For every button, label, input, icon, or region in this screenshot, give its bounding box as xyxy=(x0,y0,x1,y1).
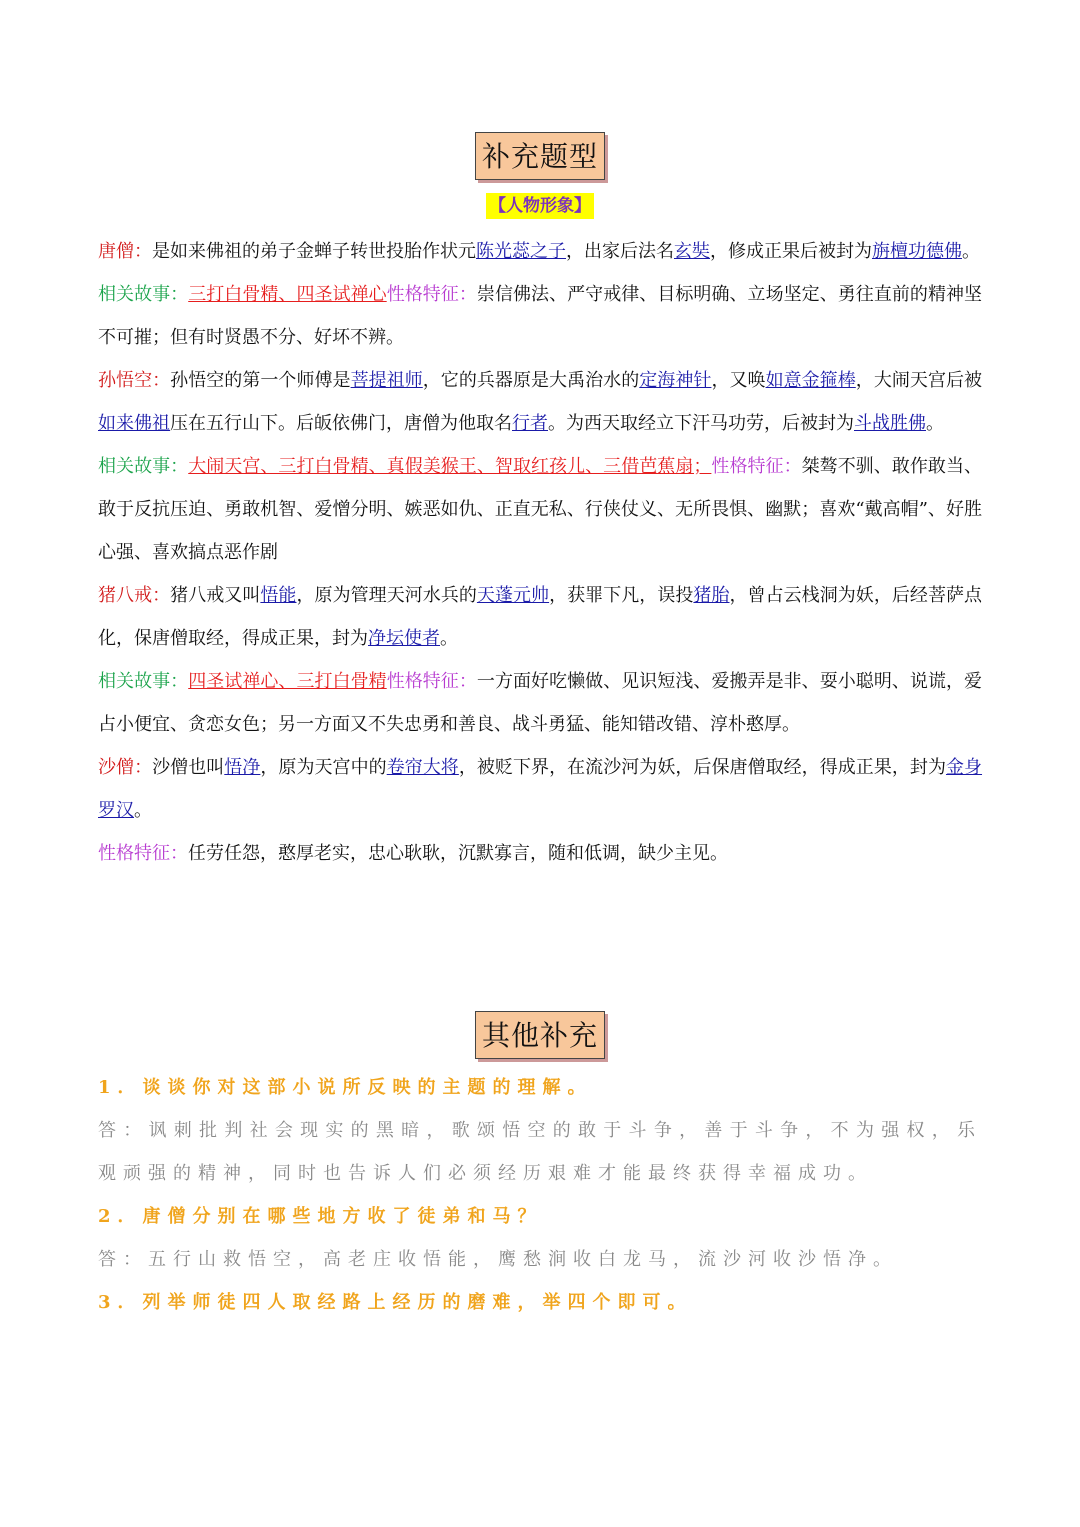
trait-label: 性格特征： xyxy=(386,671,477,692)
tangseng-stories xyxy=(98,273,982,359)
link-chen-guangrui[interactable]: 陈光蕊之子 xyxy=(476,241,566,262)
shaseng-label: 沙僧： xyxy=(98,757,153,778)
tangseng-intro xyxy=(98,230,982,273)
trait-text: 桀骜不驯、敢作敢当、敢于反抗压迫、勇敢机智、爱憎分明、嫉恶如仇、正直无私、行侠仗义、无所畏惧、幽默；喜欢“戴高帽”、好胜心强、喜欢搞点恶作剧 xyxy=(98,456,983,563)
zhubajie-intro xyxy=(98,574,982,660)
link-wuneng[interactable]: 悟能 xyxy=(260,585,297,606)
text: ，原为天宫中的 xyxy=(260,757,387,778)
question-3: 3．列举师徒四人取经路上经历的磨难，举四个即可。 xyxy=(98,1292,693,1313)
story-label: 相关故事： xyxy=(98,456,189,477)
text: 。为西天取经立下汗马功劳，后被封为 xyxy=(548,413,854,434)
text: ，修成正果后被封为 xyxy=(710,241,872,262)
link-jinshen-luohan[interactable]: 金身罗汉 xyxy=(98,757,983,821)
link-tianpeng-yuanshuai[interactable]: 天蓬元帅 xyxy=(476,585,550,606)
text: ，获罪下凡，误投 xyxy=(549,585,694,606)
text: 压在五行山下。后皈依佛门，唐僧为他取名 xyxy=(170,413,512,434)
character-section xyxy=(98,230,982,875)
sunwukong-label: 孙悟空： xyxy=(98,370,171,391)
tangseng-label: 唐僧： xyxy=(98,241,152,262)
text: 是如来佛祖的弟子金蝉子转世投胎作状元 xyxy=(152,241,476,262)
text: 。 xyxy=(440,628,458,649)
zhubajie-label: 猪八戒： xyxy=(98,585,171,606)
link-douzhan-shengfo[interactable]: 斗战胜佛 xyxy=(854,413,926,434)
section-title-supplement: 补充题型 xyxy=(475,132,605,180)
link-wujing[interactable]: 悟净 xyxy=(224,757,261,778)
link-xuanzang[interactable]: 玄奘 xyxy=(674,241,710,262)
text: ，大闹天宫后被 xyxy=(855,370,983,391)
link-zhantan-gongde-fo[interactable]: 旃檀功德佛 xyxy=(872,241,962,262)
shaseng-intro xyxy=(98,746,982,832)
link-rulai-fozu[interactable]: 如来佛祖 xyxy=(98,413,170,434)
trait-text: 一方面好吃懒做、见识短浅、爱搬弄是非、耍小聪明、说谎，爱占小便宜、贪恋女色；另一方面又不失忠勇和善良、战斗勇猛、能知错改错、淳朴憨厚。 xyxy=(98,671,983,735)
qa-section xyxy=(98,1066,982,1324)
text: 孙悟空的第一个师傅是 xyxy=(170,370,351,391)
story-label: 相关故事： xyxy=(98,671,189,692)
text: ，原为管理天河水兵的 xyxy=(296,585,477,606)
text: ，又唤 xyxy=(711,370,766,391)
answer-1: 答：讽刺批判社会现实的黑暗，歌颂悟空的敢于斗争，善于斗争，不为强权，乐观顽强的精神，同时也告诉人们必须经历艰难才能最终获得幸福成功。 xyxy=(98,1120,982,1184)
story-list: 大闹天宫、三打白骨精、真假美猴王、智取红孩儿、三借芭蕉扇； xyxy=(188,456,712,477)
section-title-other: 其他补充 xyxy=(475,1011,605,1059)
story-list: 三打白骨精、四圣试禅心 xyxy=(188,284,387,305)
link-juanlian-dajiang[interactable]: 卷帘大将 xyxy=(386,757,459,778)
trait-text: 任劳任怨，憨厚老实，忠心耿耿，沉默寡言，随和低调，缺少主见。 xyxy=(188,843,728,864)
text: 猪八戒又叫 xyxy=(170,585,261,606)
story-label: 相关故事： xyxy=(98,284,189,305)
link-puti-zushi[interactable]: 菩提祖师 xyxy=(350,370,423,391)
question-2: 2．唐僧分别在哪些地方收了徒弟和马？ xyxy=(98,1206,543,1227)
trait-label: 性格特征： xyxy=(98,843,188,864)
answer-2: 答：五行山救悟空，高老庄收悟能，鹰愁涧收白龙马，流沙河收沙悟净。 xyxy=(98,1249,898,1270)
trait-text: 崇信佛法、严守戒律、目标明确、立场坚定、勇往直前的精神坚不可摧；但有时贤愚不分、好坏不辨。 xyxy=(98,284,983,348)
text: 。 xyxy=(926,413,944,434)
text: 。 xyxy=(134,800,152,821)
link-dinghai-shenzhen[interactable]: 定海神针 xyxy=(639,370,712,391)
shaseng-traits xyxy=(98,832,982,875)
link-jingtan-shizhe[interactable]: 净坛使者 xyxy=(368,628,440,649)
link-ruyi-jingubang[interactable]: 如意金箍棒 xyxy=(765,370,856,391)
subhead-character-images: 【人物形象】 xyxy=(486,193,594,219)
text: 沙僧也叫 xyxy=(152,757,225,778)
text: 。 xyxy=(962,241,980,262)
trait-label: 性格特征： xyxy=(386,284,477,305)
sunwukong-stories xyxy=(98,445,982,574)
zhubajie-stories xyxy=(98,660,982,746)
text: ，出家后法名 xyxy=(566,241,674,262)
link-xingzhe[interactable]: 行者 xyxy=(512,413,548,434)
link-zhutai[interactable]: 猪胎 xyxy=(693,585,730,606)
trait-label: 性格特征： xyxy=(711,456,802,477)
text: ，它的兵器原是大禹治水的 xyxy=(422,370,640,391)
question-1: 1．谈谈你对这部小说所反映的主题的理解。 xyxy=(98,1077,593,1098)
text: ，曾占云栈洞为妖，后经菩萨点化，保唐僧取经，得成正果，封为 xyxy=(98,585,983,649)
story-list: 四圣试禅心、三打白骨精 xyxy=(188,671,387,692)
text: ，被贬下界，在流沙河为妖，后保唐僧取经，得成正果，封为 xyxy=(458,757,946,778)
sunwukong-intro xyxy=(98,359,982,445)
